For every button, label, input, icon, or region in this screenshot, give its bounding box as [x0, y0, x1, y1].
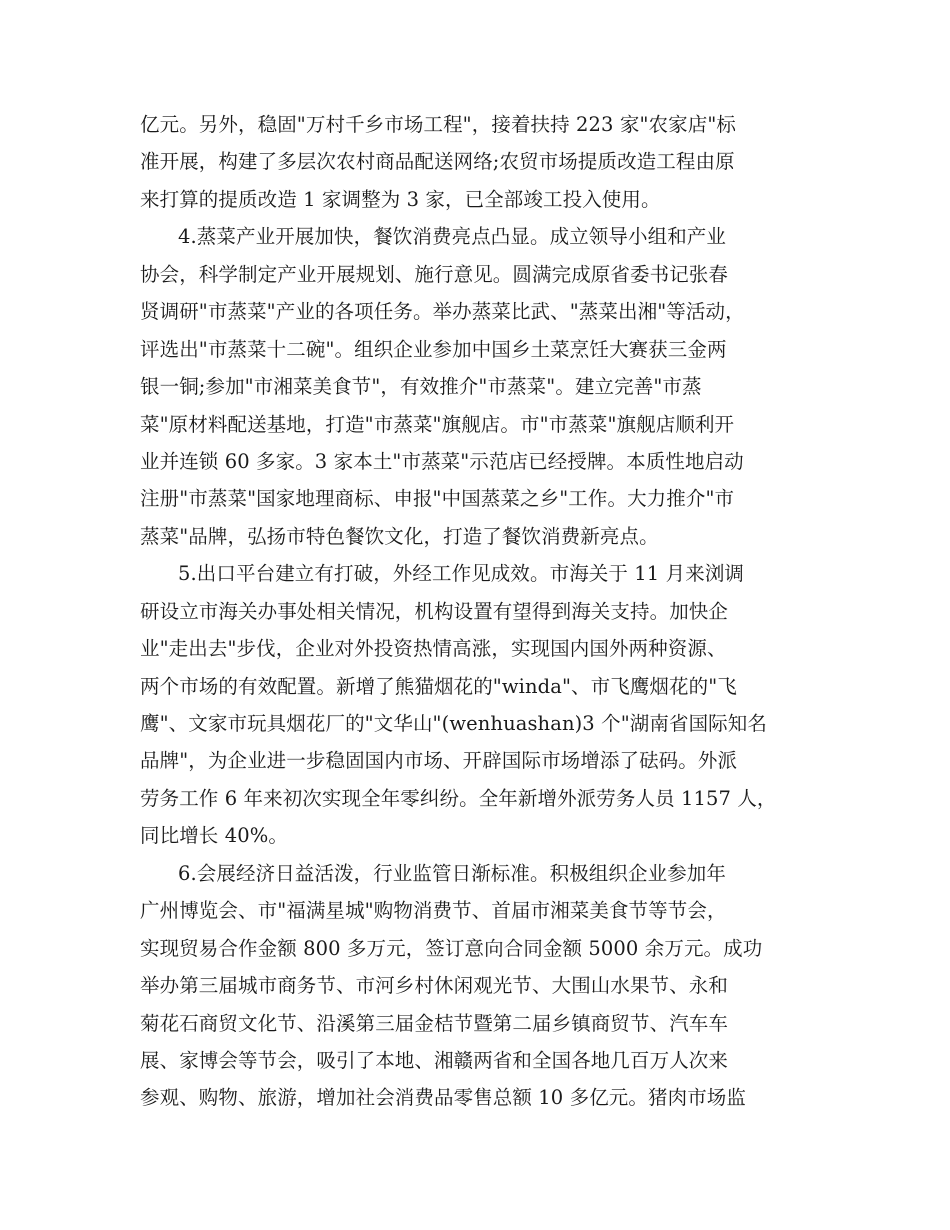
text-line: 准开展，构建了多层次农村商品配送网络;农贸市场提质改造工程由原: [140, 150, 735, 174]
document-body: [140, 106, 820, 1117]
text-line: 研设立市海关办事处相关情况，机构设置有望得到海关支持。加快企: [140, 599, 729, 623]
text-line: 举办第三届城市商务节、市河乡村休闲观光节、大围山水果节、永和: [140, 974, 729, 998]
text-line: 同比增长 40%。: [140, 824, 288, 848]
paragraph-6-first-line: 6.会展经济日益活泼，行业监管日渐标准。积极组织企业参加年: [178, 861, 727, 885]
text-line: 菊花石商贸文化节、沿溪第三届金桔节暨第二届乡镇商贸节、汽车车: [140, 1011, 729, 1035]
text-line: 亿元。另外，稳固"万村千乡市场工程"，接着扶持 223 家"农家店"标: [140, 113, 736, 136]
text-line: 蒸菜"品牌，弘扬市特色餐饮文化，打造了餐饮消费新亮点。: [140, 524, 659, 548]
text-line: 品牌"，为企业进一步稳固国内市场、开辟国际市场增添了砝码。外派: [140, 749, 738, 773]
text-line: 业并连锁 60 多家。3 家本土"市蒸菜"示范店已经授牌。本质性地启动: [140, 449, 744, 473]
text-line: 鹰"、文家市玩具烟花厂的"文华山"(wenhuashan)3 个"湖南省国际知名: [140, 712, 767, 735]
text-line: 贤调研"市蒸菜"产业的各项任务。举办蒸菜比武、"蒸菜出湘"等活动，: [140, 300, 745, 324]
paragraph-5-first-line: 5.出口平台建立有打破，外经工作见成效。市海关于 11 月来浏调: [178, 562, 745, 586]
text-line: 广州博览会、市"福满星城"购物消费节、首届市湘菜美食节等节会，: [140, 899, 727, 923]
text-line: 协会，科学制定产业开展规划、施行意见。圆满完成原省委书记张春: [140, 262, 729, 286]
text-line: 实现贸易合作金额 800 多万元，签订意向合同金额 5000 余万元。成功: [140, 936, 763, 960]
paragraph-4-first-line: 4.蒸菜产业开展加快，餐饮消费亮点凸显。成立领导小组和产业: [178, 225, 727, 249]
text-line: 业"走出去"步伐，企业对外投资热情高涨，实现国内国外两种资源、: [140, 637, 727, 661]
text-line: 参观、购物、旅游，增加社会消费品零售总额 10 多亿元。猪肉市场监: [140, 1086, 747, 1110]
text-line: 评选出"市蒸菜十二碗"。组织企业参加中国乡土菜烹饪大赛获三金两: [140, 337, 727, 361]
text-line: 注册"市蒸菜"国家地理商标、申报"中国蒸菜之乡"工作。大力推介"市: [140, 487, 735, 511]
text-line: 两个市场的有效配置。新增了熊猫烟花的"winda"、市飞鹰烟花的"飞: [140, 674, 737, 698]
text-line: 菜"原材料配送基地，打造"市蒸菜"旗舰店。市"市蒸菜"旗舰店顺利开: [140, 412, 735, 436]
text-line: 银一铜;参加"市湘菜美食节"，有效推介"市蒸菜"。建立完善"市蒸: [140, 375, 702, 399]
text-line: 展、家博会等节会，吸引了本地、湘赣两省和全国各地几百万人次来: [140, 1048, 729, 1072]
text-line: 劳务工作 6 年来初次实现全年零纠纷。全年新增外派劳务人员 1157 人，: [140, 786, 777, 810]
text-line: 来打算的提质改造 1 家调整为 3 家，已全部竣工投入使用。: [140, 187, 661, 211]
